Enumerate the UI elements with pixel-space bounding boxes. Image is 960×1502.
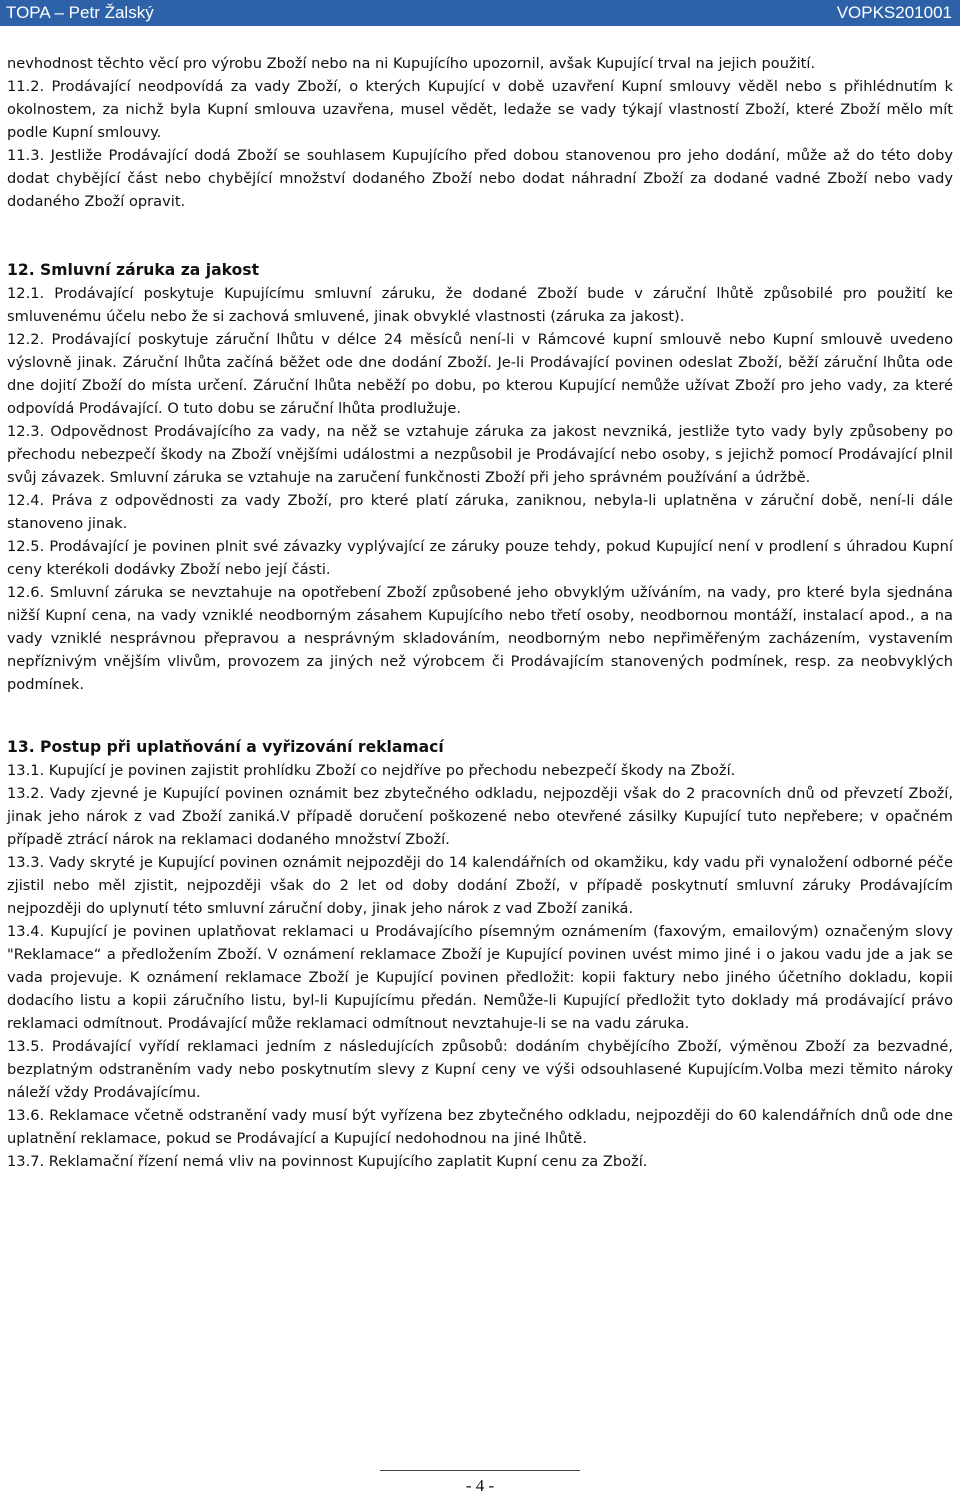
paragraph-12-4: 12.4. Práva z odpovědnosti za vady Zboží, pro které platí záruka, zaniknou, nebyla-li uplatněna v záruční době, není-li dále stanoveno jinak. <box>7 492 953 532</box>
page-header <box>0 0 960 26</box>
footer-divider <box>380 1470 580 1471</box>
paragraph-13-2: 13.2. Vady zjevné je Kupující povinen oznámit bez zbytečného odkladu, nejpozději však do 2 pracovních dnů od převzetí Zboží, jinak jeho nárok z vad Zboží zaniká.V případě doručení poškozené nebo otevřené zásilky Kupující tuto nepřebere; v opačném případě ztrácí nárok na reklamaci dodaného množství Zboží. <box>7 785 953 848</box>
header-author: TOPA – Petr Žalský <box>6 3 154 22</box>
paragraph-12-3: 12.3. Odpovědnost Prodávajícího za vady, na něž se vztahuje záruka za jakost nevzniká, jestliže tyto vady byly způsobeny po přechodu nebezpečí škody na Zboží vnějšími událostmi a nezpůsobil je Prodávající nebo osoby, s jejichž pomocí Prodávající plnil svůj závazek. Smluvní záruka se vztahuje na zaručení funkčnosti Zboží při jeho správném používání a údržbě. <box>7 423 953 486</box>
section-heading-13: 13. Postup při uplatňování a vyřizování reklamací <box>7 738 444 756</box>
page-number: - 4 - <box>465 1476 495 1495</box>
paragraph-13-1: 13.1. Kupující je povinen zajistit prohlídku Zboží co nejdříve po přechodu nebezpečí škody na Zboží. <box>7 762 736 779</box>
paragraph-13-5: 13.5. Prodávající vyřídí reklamaci jedním z následujících způsobů: dodáním chybějícího Zboží, výměnou Zboží za bezvadné, bezplatným odstraněním vady nebo poskytnutím slevy z Kupní ceny ve výši odsouhlasené Kupujícím.Volba mezi těmito nároky náleží vždy Prodávajícímu. <box>7 1038 953 1101</box>
page-footer <box>0 1470 960 1502</box>
paragraph-12-5: 12.5. Prodávající je povinen plnit své závazky vyplývající ze záruky pouze tehdy, pokud Kupující není v prodlení s úhradou Kupní ceny kterékoli dodávky Zboží nebo její části. <box>7 538 953 578</box>
paragraph-13-4: 13.4. Kupující je povinen uplatňovat reklamaci u Prodávajícího písemným oznámením (faxovým, emailovým) označeným slovy "Reklamace“ a předložením Zboží. V oznámení reklamace Zboží je Kupující povinen uvést mimo jiné i o jakou vadu jde a jak se vada projevuje. K oznámení reklamace Zboží je Kupující povinen předložit: kopii faktury nebo jiného účetního dokladu, kopii dodacího listu a kopii záručního listu, byl-li Kupujícímu předán. Nemůže-li Kupující předložit tyto doklady má prodávající právo reklamaci odmítnout. Prodávající může reklamaci odmítnout nevztahuje-li se na vadu záruka. <box>7 923 953 1032</box>
paragraph-12-6: 12.6. Smluvní záruka se nevztahuje na opotřebení Zboží způsobené jeho obvyklým užíváním, na vady, pro které byla sjednána nižší Kupní cena, na vady vzniklé neodborným zásahem Kupujícího nebo třetí osoby, neodbornou montáží, instalací apod., a na vady vzniklé nesprávnou přepravou a nesprávným skladováním, neodborným nebo nepřiměřeným zacházením, vystavením nepříznivým vnějším vlivům, provozem za jiných než výrobcem či Prodávajícím stanovených podmínek, resp. za neobvyklých podmínek. <box>7 584 953 693</box>
paragraph-12-1: 12.1. Prodávající poskytuje Kupujícímu smluvní záruku, že dodané Zboží bude v záruční lhůtě způsobilé pro použití ke smluvenému účelu nebo že si zachová smluvené, jinak obvyklé vlastnosti (záruka za jakost). <box>7 285 953 325</box>
paragraph-11-3: 11.3. Jestliže Prodávající dodá Zboží se souhlasem Kupujícího před dobou stanovenou pro jeho dodání, může až do této doby dodat chybějící část nebo chybějící množství dodaného Zboží nebo dodat náhradní Zboží za dodané vadné Zboží nebo vady dodaného Zboží opravit. <box>7 147 953 210</box>
document-body <box>7 52 953 1173</box>
paragraph-13-7: 13.7. Reklamační řízení nemá vliv na povinnost Kupujícího zaplatit Kupní cenu za Zboží. <box>7 1153 648 1170</box>
section-heading-12: 12. Smluvní záruka za jakost <box>7 261 260 279</box>
paragraph: nevhodnost těchto věcí pro výrobu Zboží nebo na ni Kupujícího upozornil, avšak Kupující trval na jejich použití. <box>7 55 816 72</box>
paragraph-11-2: 11.2. Prodávající neodpovídá za vady Zboží, o kterých Kupující v době uzavření Kupní smlouvy věděl nebo s přihlédnutím k okolnostem, za nichž byla Kupní smlouva uzavřena, musel vědět, ledaže se vady týkají vlastností Zboží, které Zboží mělo mít podle Kupní smlouvy. <box>7 78 953 141</box>
paragraph-13-6: 13.6. Reklamace včetně odstranění vady musí být vyřízena bez zbytečného odkladu, nejpozději do 60 kalendářních dnů ode dne uplatnění reklamace, pokud se Prodávající a Kupující nedohodnou na jiné lhůtě. <box>7 1107 953 1147</box>
header-document-code: VOPKS201001 <box>836 3 952 22</box>
paragraph-13-3: 13.3. Vady skryté je Kupující povinen oznámit nejpozději do 14 kalendářních od okamžiku, kdy vadu při vynaložení odborné péče zjistil nebo měl zjistit, nejpozději však do 2 let od doby dodání Zboží, v případě poskytnutí smluvní záruky Prodávajícím nejpozději do uplynutí této smluvní záruční doby, jinak jeho nárok z vad Zboží zaniká. <box>7 854 953 917</box>
paragraph-12-2: 12.2. Prodávající poskytuje záruční lhůtu v délce 24 měsíců není-li v Rámcové kupní smlouvě nebo Kupní smlouvě uvedeno výslovně jinak. Záruční lhůta začíná běžet ode dne dodání Zboží. Je-li Prodávající povinen odeslat Zboží, běží záruční lhůta ode dne dojití Zboží do místa určení. Záruční lhůta neběží po dobu, po kterou Kupující nemůže užívat Zboží pro jeho vady, za které odpovídá Prodávající. O tuto dobu se záruční lhůta prodlužuje. <box>7 331 953 417</box>
